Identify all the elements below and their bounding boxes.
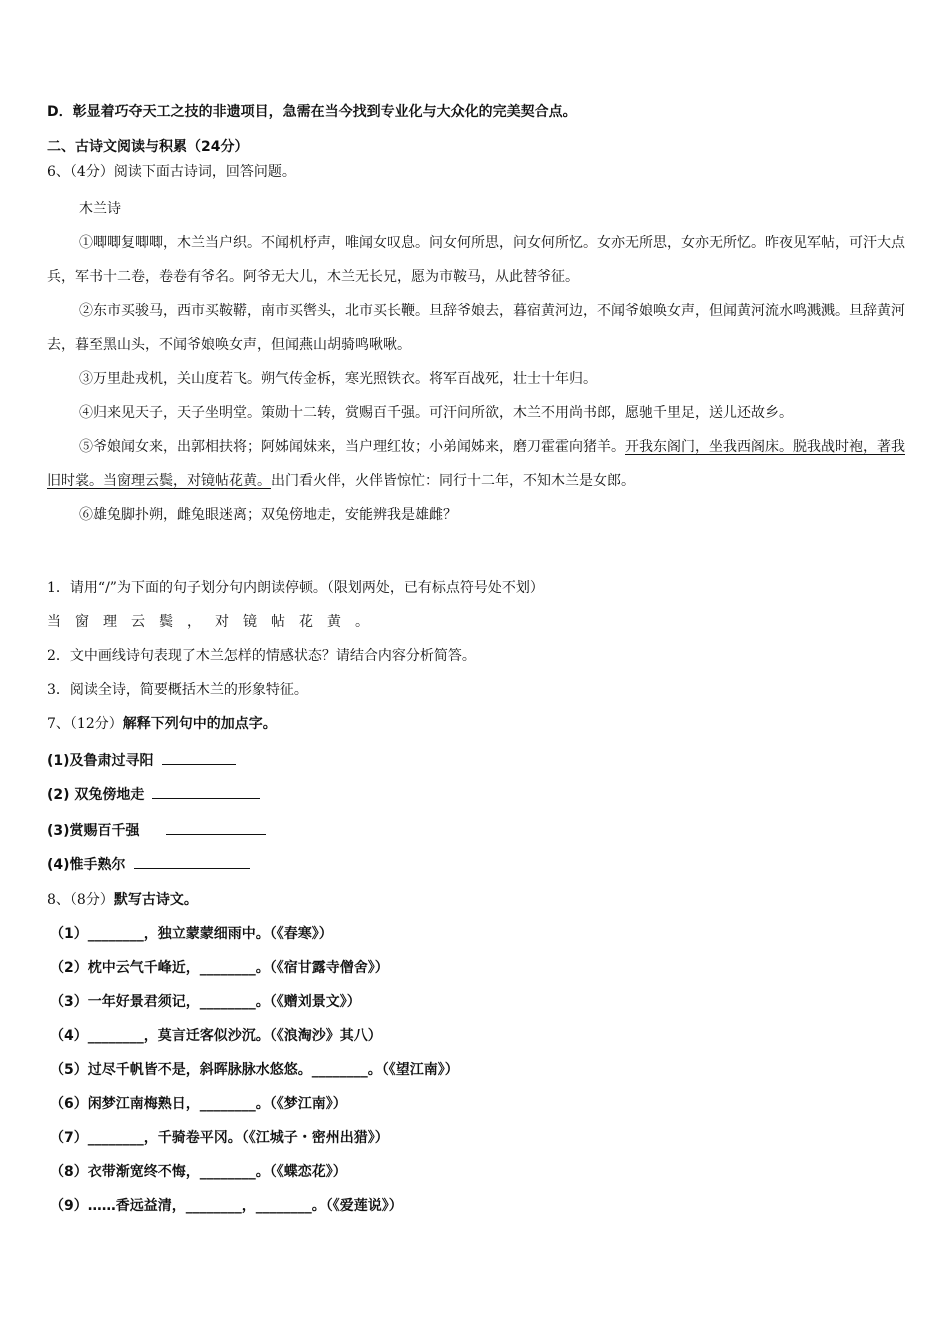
q7-item-2-text: (2) 双兔傍地走 [47, 787, 145, 803]
q8-item-3: （3）一年好景君须记，________。（《赠刘景文》） [50, 994, 361, 1010]
answer-blank[interactable] [152, 782, 260, 799]
q7-item-2 [47, 782, 260, 805]
answer-blank[interactable] [162, 748, 236, 765]
poem-title: 木兰诗 [79, 201, 121, 217]
q7-header [47, 714, 277, 734]
poem-para-2: ②东市买骏马，西市买鞍鞯，南市买辔头，北市买长鞭。旦辞爷娘去，暮宿黄河边，不闻爷娘唤女声，但闻黄河流水鸣溅溅。旦辞黄河去，暮至黑山头，不闻爷娘唤女声，但闻燕山胡骑鸣啾啾。 [47, 303, 905, 353]
q8-item-2: （2）枕中云气千峰近，________。（《宿甘露寺僧舍》） [50, 960, 389, 976]
underlined-lines: 开我东阁门，坐我西阁床。脱我战时袍，著我旧时裳。当窗理云鬓，对镜帖花黄。 [47, 439, 905, 489]
answer-blank[interactable] [166, 818, 266, 835]
q7-item-4-text: (4)惟手熟尔 [47, 857, 126, 873]
q7-item-1-text: (1)及鲁肃过寻阳 [47, 753, 154, 769]
q8-item-8: （8）衣带渐宽终不悔，________。（《蝶恋花》） [50, 1164, 347, 1180]
poem-para-4: ④归来见天子，天子坐明堂。策勋十二转，赏赐百千强。可汗问所欲，木兰不用尚书郎，愿驰千里足，送儿还故乡。 [79, 405, 793, 421]
q8-item-5: （5）过尽千帆皆不是，斜晖脉脉水悠悠。________。（《望江南》） [50, 1062, 459, 1078]
q6-sub1: 1．请用“/”为下面的句子划分句内朗读停顿。（限划两处，已有标点符号处不划） [47, 580, 544, 596]
para5-after: 出门看火伴，火伴皆惊忙：同行十二年，不知木兰是女郎。 [271, 473, 635, 489]
q8-item-1: （1）________，独立蒙蒙细雨中。（《春寒》） [50, 926, 333, 942]
q8-header-score: 8、（8分） [47, 892, 114, 908]
q7-item-1 [47, 748, 236, 771]
q8-item-4: （4）________，莫言迁客似沙沉。（《浪淘沙》其八） [50, 1028, 382, 1044]
q7-header-title: 解释下列句中的加点字。 [122, 716, 277, 732]
q8-item-9: （9）……香远益清，________，________。（《爱莲说》） [50, 1198, 403, 1214]
para5-before: ⑤爷娘闻女来，出郭相扶将；阿姊闻妹来，当户理红妆；小弟闻姊来，磨刀霍霍向猪羊。 [79, 439, 625, 455]
q6-header: 6、（4分）阅读下面古诗词，回答问题。 [47, 164, 296, 180]
q7-item-3 [47, 818, 266, 841]
q6-sub3: 3．阅读全诗，简要概括木兰的形象特征。 [47, 682, 308, 698]
q8-header-title: 默写古诗文。 [113, 892, 198, 908]
q8-item-7: （7）________，千骑卷平冈。（《江城子・密州出猎》） [50, 1130, 389, 1146]
poem-para-1: ①唧唧复唧唧，木兰当户织。不闻机杼声，唯闻女叹息。问女何所思，问女何所忆。女亦无所思，女亦无所忆。昨夜见军帖，可汗大点兵，军书十二卷，卷卷有爷名。阿爷无大儿，木兰无长兄，愿为市鞍马，从此替爷征。 [47, 235, 905, 285]
answer-blank[interactable] [134, 852, 250, 869]
q8-header [47, 890, 198, 910]
q6-sub2: 2．文中画线诗句表现了木兰怎样的情感状态？请结合内容分析简答。 [47, 648, 476, 664]
option-d: D．彰显着巧夺天工之技的非遗项目，急需在当今找到专业化与大众化的完美契合点。 [47, 104, 577, 120]
q8-item-6: （6）闲梦江南梅熟日，________。（《梦江南》） [50, 1096, 347, 1112]
poem-para-5 [47, 430, 905, 498]
section-heading: 二、古诗文阅读与积累（24分） [47, 139, 249, 155]
q7-item-4 [47, 852, 250, 875]
q7-header-score: 7、（12分） [47, 716, 123, 732]
poem-para-3: ③万里赴戎机，关山度若飞。朔气传金柝，寒光照铁衣。将军百战死，壮士十年归。 [79, 371, 597, 387]
q6-sub1-sentence: 当窗理云鬓，对镜帖花黄。 [47, 614, 383, 630]
poem-block [47, 192, 905, 532]
q7-item-3-text: (3)赏赐百千强 [47, 823, 140, 839]
poem-para-6: ⑥雄兔脚扑朔，雌兔眼迷离；双兔傍地走，安能辨我是雄雌？ [79, 507, 457, 523]
